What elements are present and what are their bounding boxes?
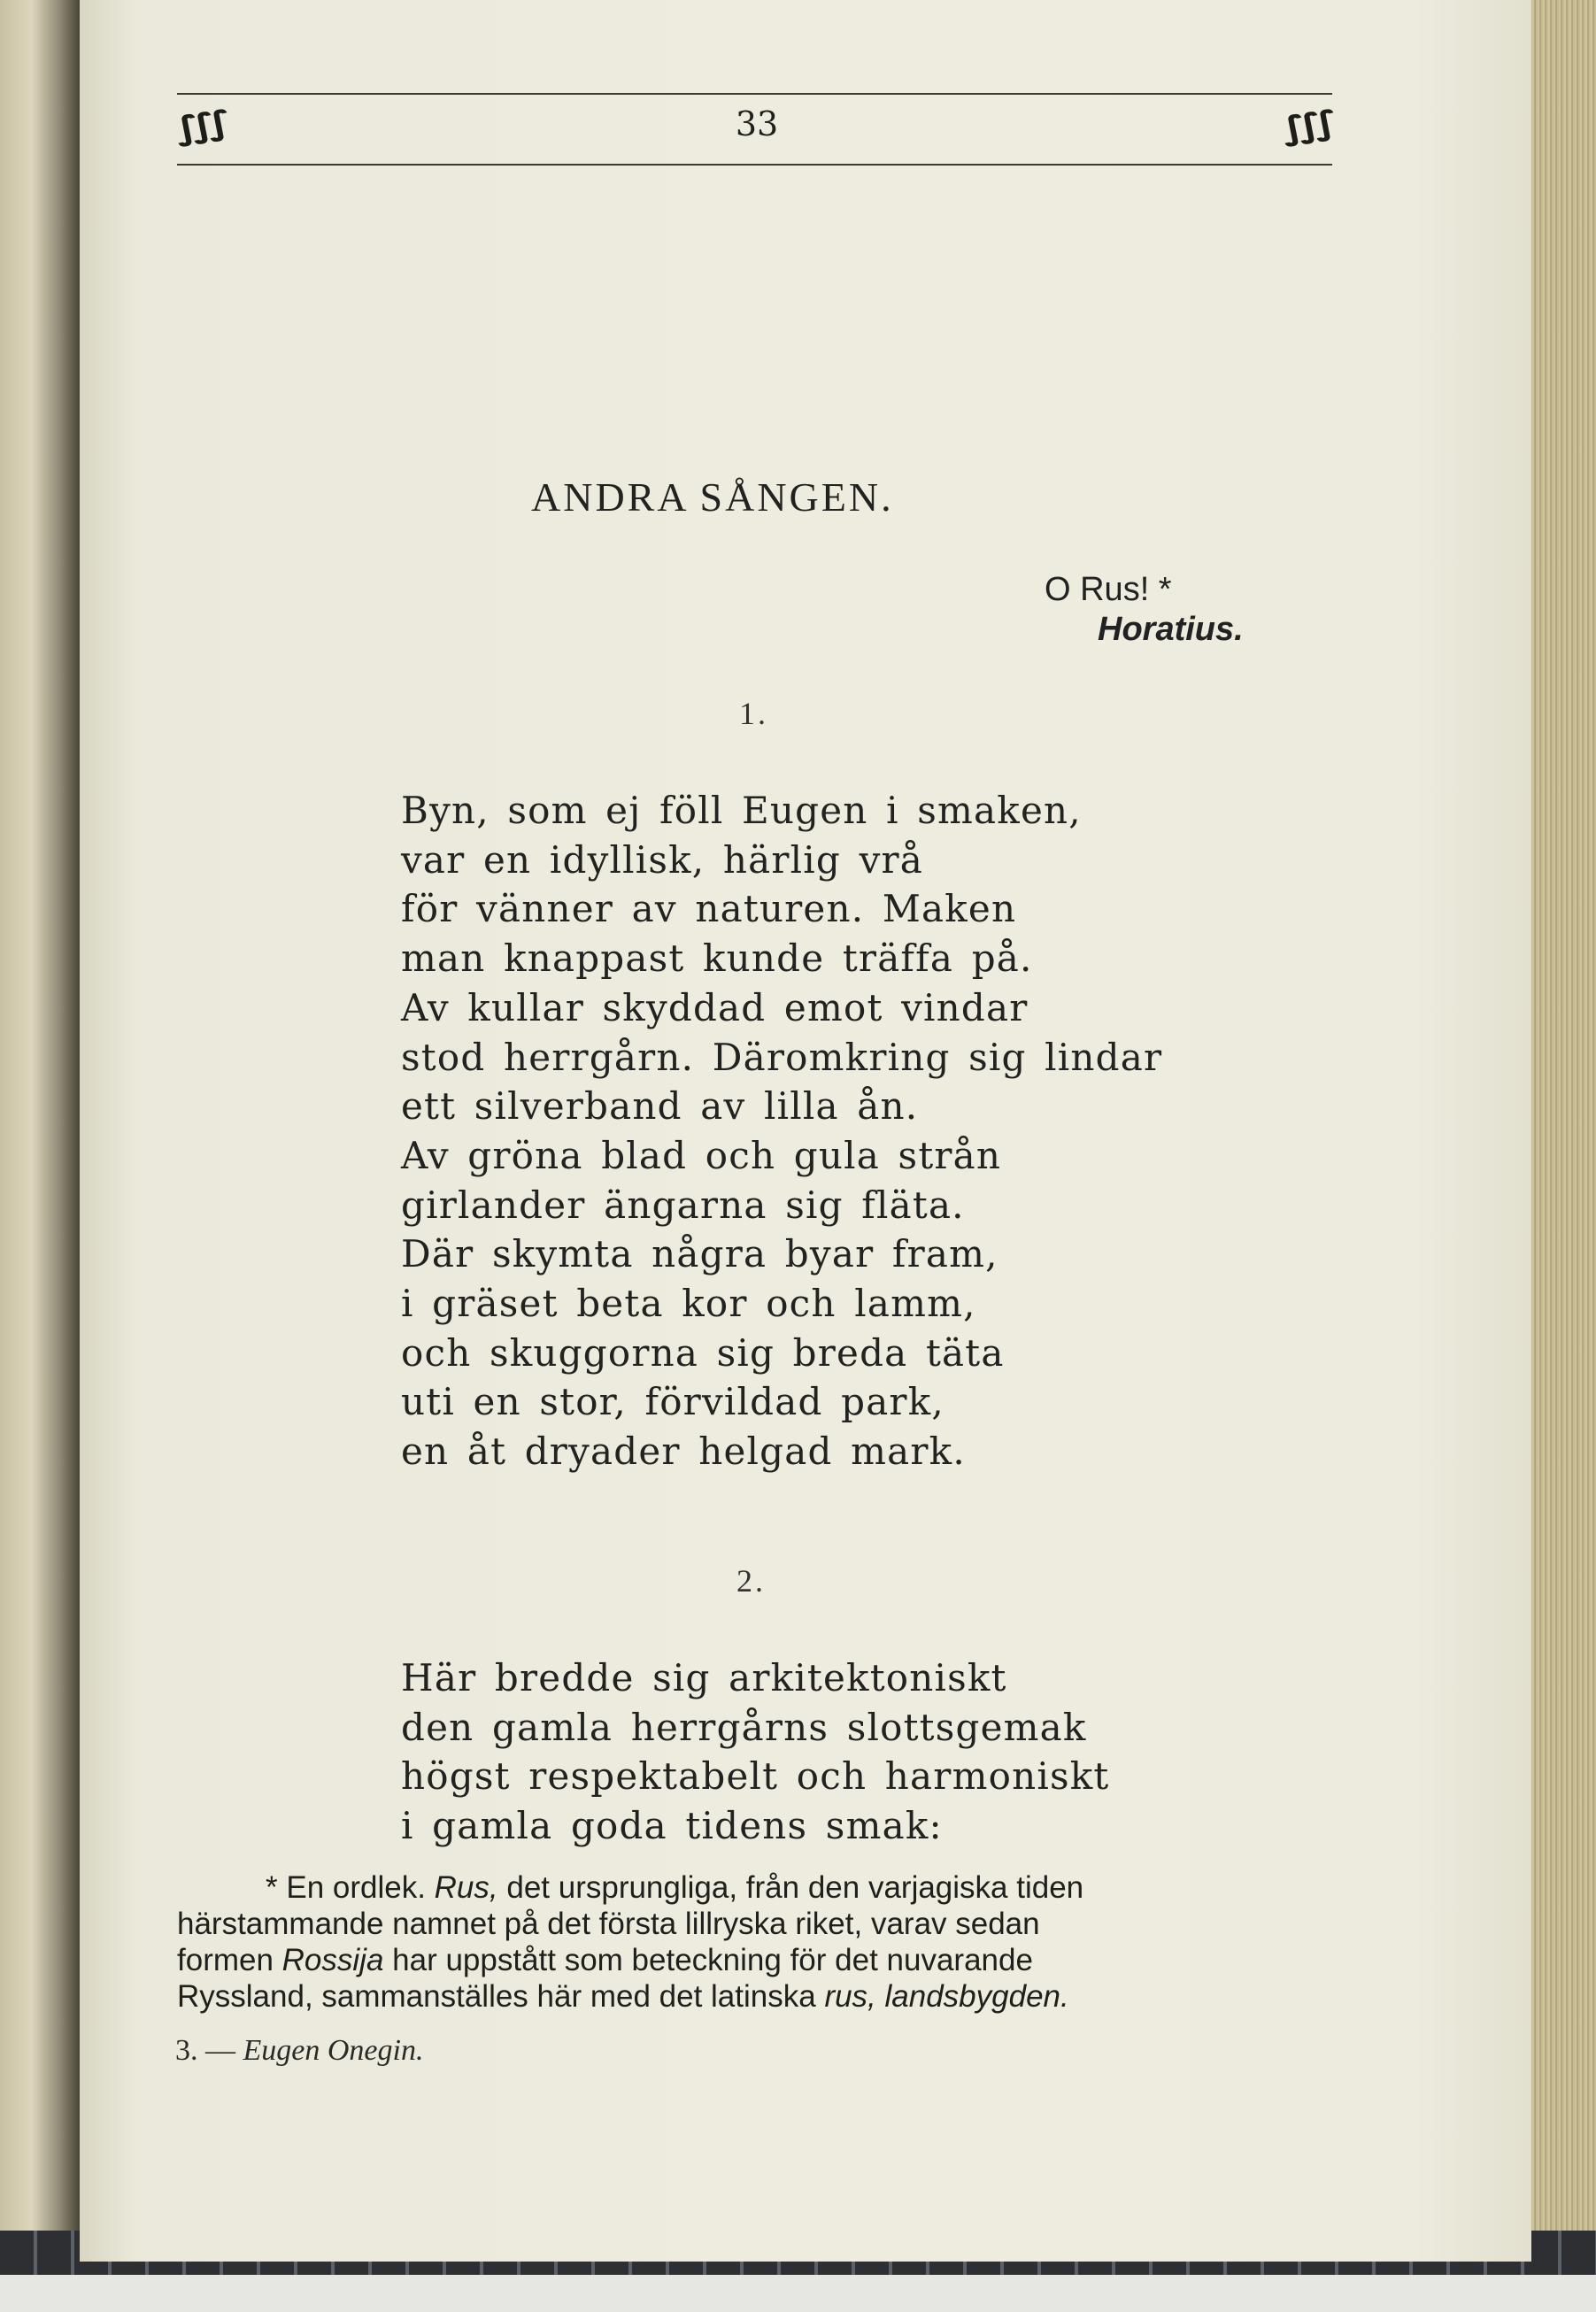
- verse-line: uti en stor, förvildad park,: [401, 1380, 944, 1424]
- footnote-line: [177, 1942, 1337, 1978]
- verse-line: Där skymta några byar fram,: [401, 1232, 998, 1276]
- book-title: Eugen Onegin.: [243, 2034, 424, 2067]
- header-rule-bottom: [177, 164, 1332, 166]
- verse-line: Här bredde sig arkitektoniskt: [401, 1656, 1007, 1699]
- epigraph-text: O Rus! *: [1045, 571, 1172, 608]
- page-edges: [1531, 0, 1596, 2275]
- footnote-emphasis: Rus,: [434, 1870, 498, 1905]
- page-number: 33: [735, 104, 779, 143]
- stanza-1: [401, 786, 1162, 1476]
- footnote-line: [177, 1978, 1337, 2015]
- verse-line: en åt dryader helgad mark.: [401, 1430, 966, 1474]
- verse-line: var en idyllisk, härlig vrå: [401, 837, 924, 882]
- footnote-text: har uppstått som beteckning för det nuvarande: [383, 1943, 1033, 1977]
- footnote-emphasis: rus, landsbygden.: [824, 1979, 1069, 2014]
- footnote-text: formen: [177, 1943, 282, 1977]
- signature-dash: —: [197, 2034, 243, 2067]
- verse-line: man knappast kunde träffa på.: [401, 936, 1033, 981]
- verse-line: Av gröna blad och gula strån: [401, 1133, 1002, 1177]
- right-ornament-icon: ∭: [1275, 104, 1343, 149]
- verse-line: för vänner av naturen. Maken: [401, 887, 1017, 931]
- sheet-signature: [175, 2034, 423, 2068]
- stanza-2: [401, 1653, 1109, 1851]
- left-page-edge: [0, 0, 80, 2275]
- footnote-text: det ursprungliga, från den varjagiska tiden: [497, 1870, 1084, 1905]
- verse-line: och skuggorna sig breda täta: [401, 1330, 1005, 1375]
- header-rule-top: [177, 93, 1332, 95]
- footnote-line: härstammande namnet på det första lillryska riket, varav sedan: [177, 1907, 1040, 1941]
- verse-line: girlander ängarna sig fläta.: [401, 1183, 965, 1227]
- sheet-number: 3.: [175, 2034, 198, 2067]
- verse-line: stod herrgårn. Däromkring sig lindar: [401, 1035, 1163, 1079]
- verse-line: Byn, som ej föll Eugen i smaken,: [401, 789, 1082, 832]
- footnote-emphasis: Rossija: [281, 1943, 384, 1977]
- left-ornament-icon: ∭: [168, 104, 236, 149]
- footnote: [177, 1869, 1337, 2015]
- footnote-line: [177, 1869, 1337, 1906]
- stanza-number: 2.: [736, 1563, 766, 1599]
- stanza-number: 1.: [739, 696, 768, 731]
- verse-line: i gräset beta kor och lamm,: [401, 1282, 976, 1326]
- verse-line: högst respektabelt och harmoniskt: [401, 1754, 1110, 1799]
- chapter-title: ANDRA SÅNGEN.: [531, 474, 894, 520]
- epigraph-author: Horatius.: [1098, 611, 1244, 648]
- verse-line: ett silverband av lilla ån.: [401, 1084, 919, 1129]
- verse-line: Av kullar skyddad emot vindar: [401, 985, 1029, 1029]
- footnote-text: Ryssland, sammanställes här med det latinska: [177, 1979, 825, 2014]
- footnote-text: * En ordlek.: [266, 1870, 435, 1905]
- verse-line: den gamla herrgårns slottsgemak: [401, 1705, 1087, 1749]
- verse-line: i gamla goda tidens smak:: [401, 1804, 943, 1848]
